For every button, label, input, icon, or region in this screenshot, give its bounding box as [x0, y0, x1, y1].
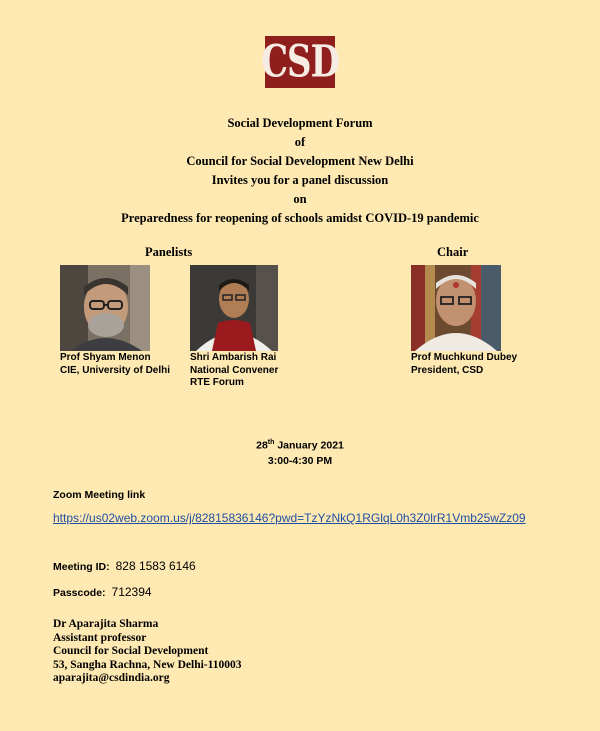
contact-address: 53, Sangha Rachna, New Delhi-110003: [53, 658, 242, 671]
chair-caption: [411, 352, 517, 377]
discussion-topic: Preparedness for reopening of schools amidst COVID-19 pandemic: [121, 211, 479, 225]
event-date: 28th January 2021: [256, 439, 344, 452]
contact-org: Council for Social Development: [53, 645, 209, 657]
person-name: Shri Ambarish Rai: [190, 352, 277, 363]
person-affiliation: CIE, University of Delhi: [60, 364, 171, 376]
photo-ambarish-rai: [190, 265, 278, 351]
passcode-label: Passcode:: [53, 587, 106, 599]
person-affiliation: President, CSD: [411, 364, 484, 376]
csd-logo: [260, 36, 340, 88]
meeting-id-label: Meeting ID:: [53, 561, 110, 573]
contact-block: [53, 618, 242, 686]
panelists-label: Panelists: [145, 245, 193, 259]
passcode-row: [53, 585, 152, 599]
contact-email[interactable]: aparajita@csdindia.org: [53, 672, 170, 684]
invite-line: Invites you for a panel discussion: [211, 173, 389, 187]
photo-muchkund-dubey: [411, 265, 501, 351]
meeting-id-row: [53, 559, 196, 573]
person-affiliation: National Convener: [190, 364, 279, 376]
forum-title: Social Development Forum: [227, 116, 373, 130]
passcode-value: 712394: [111, 585, 152, 599]
council-title: Council for Social Development New Delhi: [186, 154, 414, 168]
person-name: Prof Muchkund Dubey: [411, 352, 518, 363]
chair-label: Chair: [437, 245, 469, 259]
person-affiliation: RTE Forum: [190, 377, 244, 388]
heading-on: on: [293, 192, 307, 206]
contact-name: Dr Aparajita Sharma: [53, 618, 159, 630]
zoom-meeting-link[interactable]: https://us02web.zoom.us/j/82815836146?pwd=TzYzNkQ1RGlqL0h3Z0lrR1Vmb25wZz09: [53, 511, 526, 525]
panelist-1-caption: [60, 352, 170, 377]
heading-of: of: [294, 135, 306, 149]
zoom-label: Zoom Meeting link: [53, 489, 146, 501]
person-name: Prof Shyam Menon: [60, 352, 151, 363]
contact-title: Assistant professor: [53, 631, 147, 644]
panelist-2-caption: [190, 352, 278, 390]
event-time: 3:00-4:30 PM: [267, 454, 333, 467]
photo-shyam-menon: [60, 265, 150, 351]
logo-text: CSD: [260, 36, 340, 88]
event-datetime: [0, 435, 600, 469]
meeting-id-value: 828 1583 6146: [115, 559, 196, 573]
